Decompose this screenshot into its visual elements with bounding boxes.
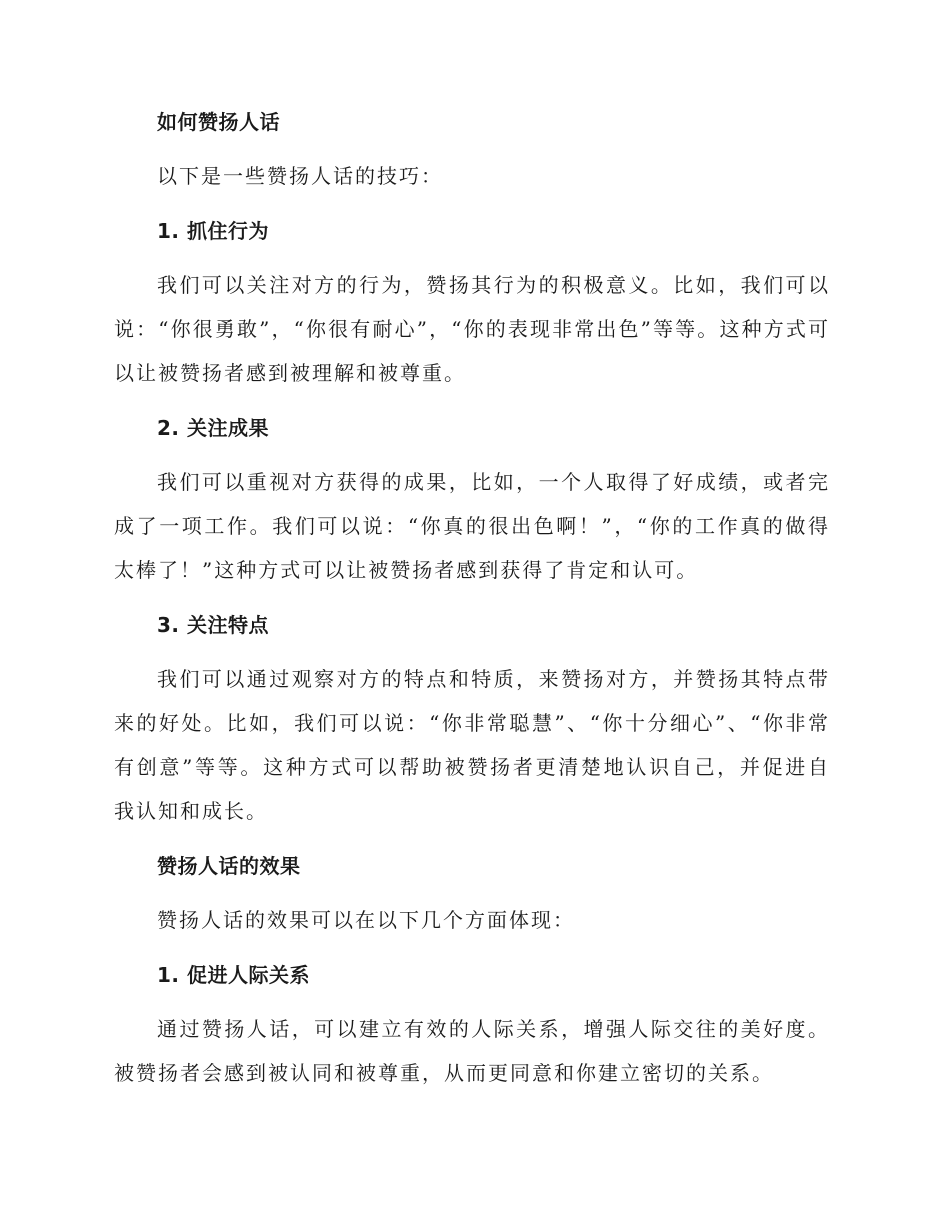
subsection-heading: 3. 关注特点 <box>157 613 269 637</box>
paragraph: 我们可以重视对方获得的成果，比如，一个人取得了好成绩，或者完成了一项工作。我们可以说：“你真的很出色啊！”，“你的工作真的做得太棒了！”这种方式可以让被赞扬者感到获得了肯定和认可。 <box>114 470 830 582</box>
section-heading: 如何赞扬人话 <box>157 110 280 134</box>
paragraph: 赞扬人话的效果可以在以下几个方面体现： <box>157 908 575 932</box>
subsection-heading: 1. 抓住行为 <box>157 219 269 243</box>
section-heading: 赞扬人话的效果 <box>157 854 301 878</box>
paragraph: 以下是一些赞扬人话的技巧： <box>157 164 443 188</box>
paragraph: 我们可以关注对方的行为，赞扬其行为的积极意义。比如，我们可以说：“你很勇敢”，“你很有耐心”，“你的表现非常出色”等等。这种方式可以让被赞扬者感到被理解和被尊重。 <box>114 273 830 385</box>
paragraph: 通过赞扬人话，可以建立有效的人际关系，增强人际交往的美好度。被赞扬者会感到被认同和被尊重，从而更同意和你建立密切的关系。 <box>114 1017 830 1085</box>
paragraph: 我们可以通过观察对方的特点和特质，来赞扬对方，并赞扬其特点带来的好处。比如，我们可以说：“你非常聪慧”、“你十分细心”、“你非常有创意”等等。这种方式可以帮助被赞扬者更清楚地认识自己，并促进自我认知和成长。 <box>114 667 830 823</box>
subsection-heading: 2. 关注成果 <box>157 416 269 440</box>
document-body <box>114 107 830 1095</box>
subsection-heading: 1. 促进人际关系 <box>157 963 310 987</box>
